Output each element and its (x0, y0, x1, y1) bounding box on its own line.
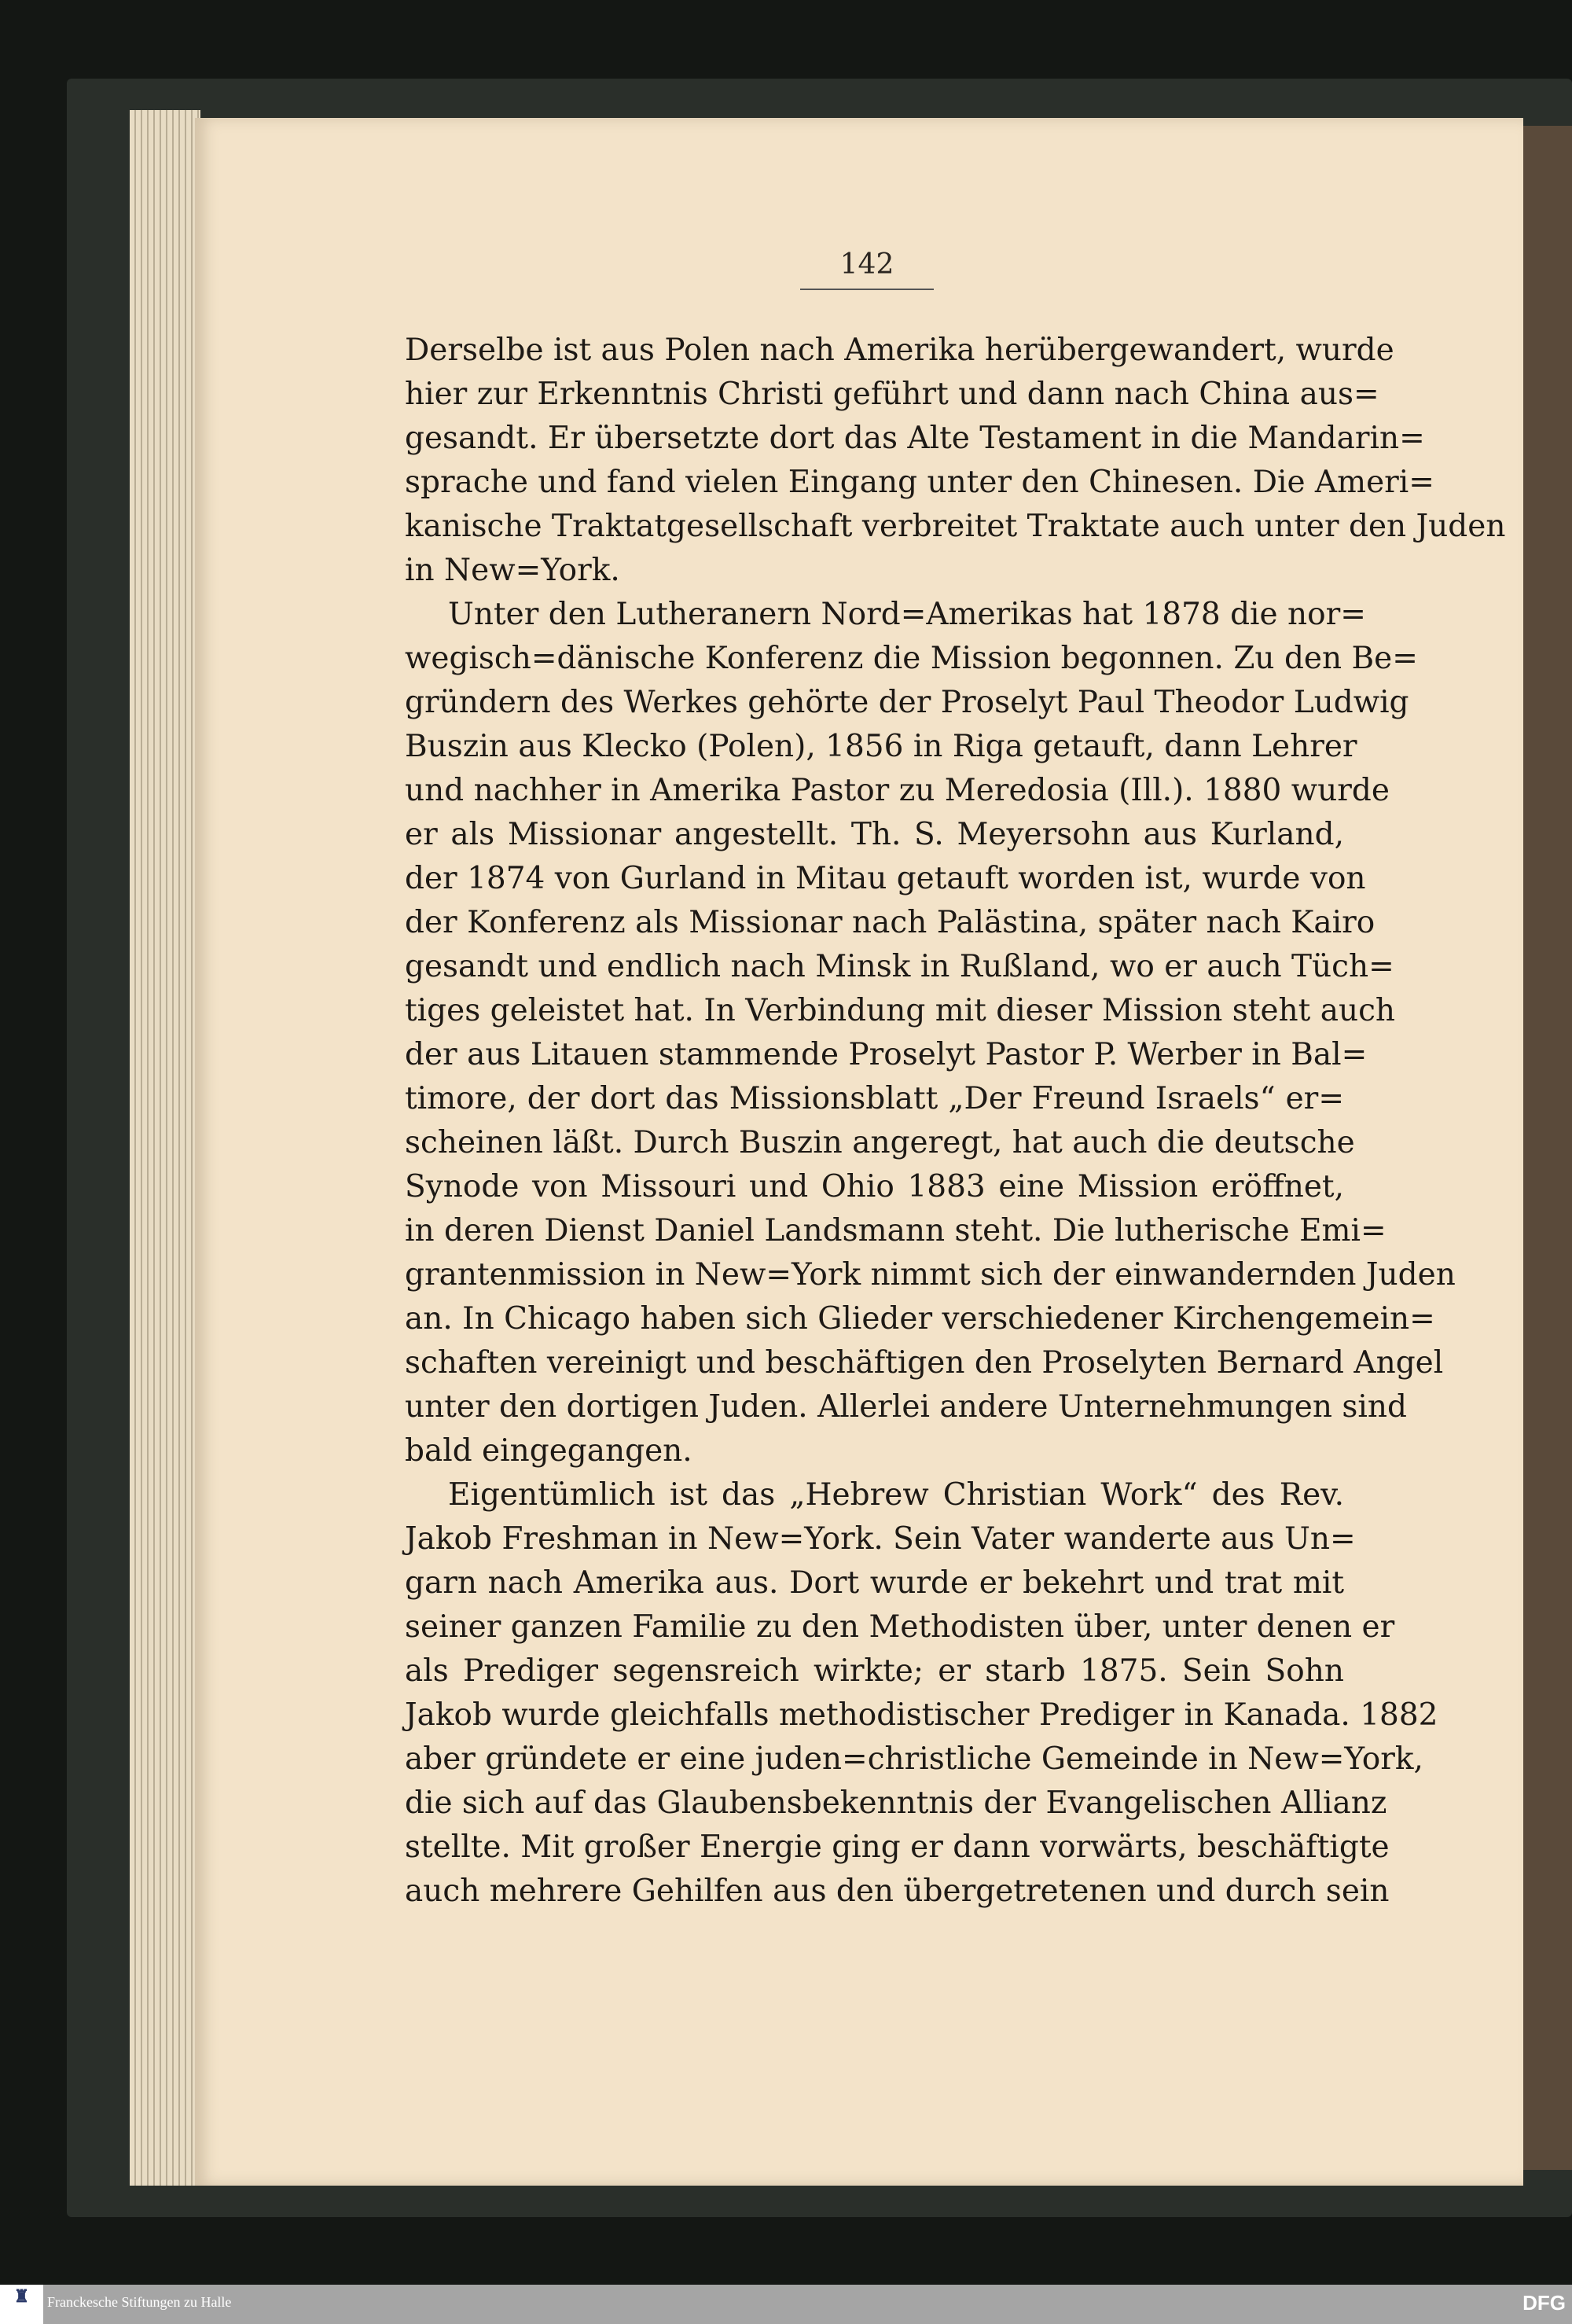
text-line: Jakob wurde gleichfalls methodistischer Prediger in Kanada. 1882 (405, 1697, 1438, 1733)
text-line: bald eingegangen. (405, 1433, 692, 1469)
text-line: die sich auf das Glaubensbekenntnis der Evangelischen Allianz (405, 1785, 1387, 1821)
text-line: in deren Dienst Daniel Landsmann steht. Die lutherische Emi= (405, 1213, 1387, 1248)
body-text (405, 329, 1506, 1914)
text-line: kanische Traktatgesellschaft verbreitet Traktate auch unter den Juden (405, 509, 1506, 544)
text-line: auch mehrere Gehilfen aus den übergetretenen und durch sein (405, 1874, 1390, 1909)
text-line: Synode von Missouri und Ohio 1883 eine Mission eröffnet, (405, 1169, 1344, 1204)
text-line: er als Missionar angestellt. Th. S. Meyersohn aus Kurland, (405, 817, 1344, 852)
page-number: 142 (839, 248, 894, 281)
text-line: timore, der dort das Missionsblatt „Der Freund Israels“ er= (405, 1081, 1344, 1116)
text-line: seiner ganzen Familie zu den Methodisten über, unter denen er (405, 1609, 1395, 1645)
footer-bar (0, 2285, 1572, 2324)
text-line: wegisch=dänische Konferenz die Mission begonnen. Zu den Be= (405, 641, 1418, 676)
text-line: der aus Litauen stammende Proselyt Pastor P. Werber in Bal= (405, 1037, 1368, 1072)
text-line: sprache und fand vielen Eingang unter den Chinesen. Die Ameri= (405, 465, 1434, 500)
facing-page-edge (1523, 126, 1572, 2170)
text-line: der 1874 von Gurland in Mitau getauft worden ist, wurde von (405, 861, 1366, 896)
text-line: Jakob Freshman in New=York. Sein Vater wanderte aus Un= (405, 1521, 1356, 1557)
text-line: Eigentümlich ist das „Hebrew Christian Work“ des Rev. (448, 1477, 1344, 1513)
text-line: der Konferenz als Missionar nach Palästina, später nach Kairo (405, 905, 1376, 940)
institution-logo[interactable]: ♜ (0, 2285, 43, 2324)
page-edges (130, 110, 200, 2186)
text-line: tiges geleistet hat. In Verbindung mit dieser Mission steht auch (405, 993, 1396, 1028)
text-line: schaften vereinigt und beschäftigen den Proselyten Bernard Angel (405, 1345, 1444, 1381)
text-line: und nachher in Amerika Pastor zu Meredosia (Ill.). 1880 wurde (405, 773, 1390, 808)
text-line: unter den dortigen Juden. Allerlei andere Unternehmungen sind (405, 1389, 1407, 1425)
header-rule (800, 289, 934, 290)
text-line: gesandt und endlich nach Minsk in Rußland, wo er auch Tüch= (405, 949, 1394, 984)
text-line: in New=York. (405, 553, 620, 588)
text-line: scheinen läßt. Durch Buszin angeregt, hat auch die deutsche (405, 1125, 1355, 1160)
text-line: aber gründete er eine juden=christliche Gemeinde in New=York, (405, 1741, 1423, 1777)
text-line: an. In Chicago haben sich Glieder verschiedener Kirchengemein= (405, 1301, 1435, 1337)
text-line: gründern des Werkes gehörte der Proselyt Paul Theodor Ludwig (405, 685, 1409, 720)
text-line: hier zur Erkenntnis Christi geführt und dann nach China aus= (405, 377, 1379, 412)
text-line: als Prediger segensreich wirkte; er starb 1875. Sein Sohn (405, 1653, 1344, 1689)
text-line: grantenmission in New=York nimmt sich der einwandernden Juden (405, 1257, 1456, 1293)
institution-name[interactable]: Franckesche Stiftungen zu Halle (47, 2294, 232, 2310)
text-line: Buszin aus Klecko (Polen), 1856 in Riga getauft, dann Lehrer (405, 729, 1357, 764)
text-line: stellte. Mit großer Energie ging er dann vorwärts, beschäftigte (405, 1829, 1390, 1865)
dfg-logo[interactable]: DFG (1522, 2291, 1566, 2315)
text-line: Derselbe ist aus Polen nach Amerika herübergewandert, wurde (405, 333, 1394, 368)
text-line: Unter den Lutheranern Nord=Amerikas hat 1878 die nor= (448, 597, 1366, 632)
text-line: garn nach Amerika aus. Dort wurde er bekehrt und trat mit (405, 1565, 1344, 1601)
text-line: gesandt. Er übersetzte dort das Alte Testament in die Mandarin= (405, 421, 1425, 456)
